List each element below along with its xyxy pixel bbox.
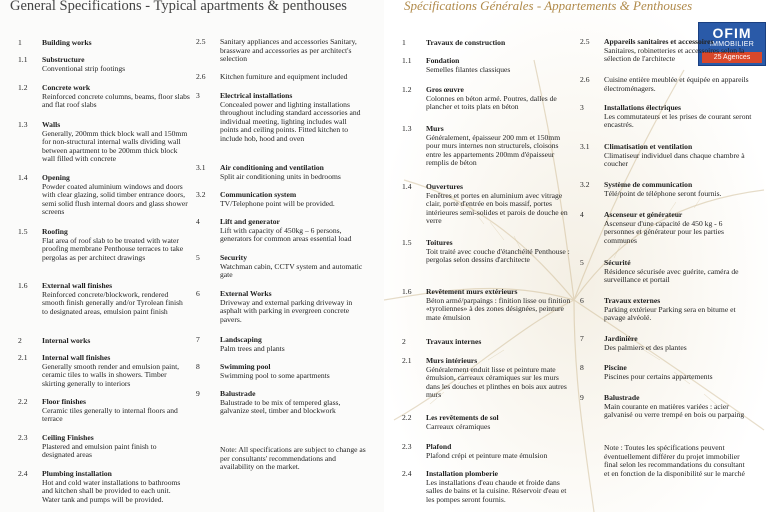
- spec-text: Sanitary appliances and accessories Sanitary, brassware and accessories as per architect's selection: [220, 37, 357, 64]
- spec-text: Balustrade to be mix of tempered glass, galvanize steel, timber and blockwork: [220, 397, 341, 416]
- spec-number: 2: [18, 336, 22, 345]
- spec-text: Ascenseur d'une capacité de 450 kg - 6 personnes et générateur pour les parties communes: [604, 218, 724, 245]
- spec-number: 2.4: [402, 469, 412, 478]
- spec-number: 1.2: [402, 85, 412, 94]
- spec-text: Driveway and external parking driveway in asphalt with parking in evergreen concrete pavers.: [220, 297, 353, 324]
- spec-number: 4: [196, 217, 200, 226]
- spec-number: 4: [580, 210, 584, 219]
- spec-text: Kitchen furniture and equipment included: [220, 72, 348, 81]
- spec-text: Généralement enduit lisse et peinture mate émulsion, carreaux céramiques sur les murs dans les douches et plinthes en bois aux autres murs: [426, 364, 567, 400]
- spec-number: 1.2: [18, 83, 28, 92]
- spec-number: 1.6: [402, 287, 412, 296]
- spec-number: 1.3: [402, 124, 412, 133]
- spec-title: Sécurité: [604, 258, 631, 267]
- spec-title: Piscine: [604, 363, 627, 372]
- spec-title: Landscaping: [220, 335, 262, 344]
- spec-title: Internal wall finishes: [42, 353, 111, 362]
- spec-number: 2.5: [196, 37, 206, 46]
- spec-text: Piscines pour certains appartements: [604, 371, 713, 381]
- spec-number: 2.6: [580, 75, 590, 84]
- spec-number: 3: [580, 103, 584, 112]
- spec-text: Semelles filantes classiques: [426, 64, 511, 74]
- spec-number: 2.6: [196, 72, 206, 81]
- spec-text: Plafond crépi et peinture mate émulsion: [426, 450, 548, 460]
- spec-text: Watchman cabin, CCTV system and automatic gate: [220, 261, 363, 280]
- logo-line1: OFIM: [712, 25, 752, 41]
- spec-title: Roofing: [42, 227, 68, 236]
- logo-line3: 25 Agences: [702, 52, 762, 63]
- spec-title: Travaux de construction: [426, 38, 506, 47]
- spec-text: Hot and cold water installations to bathrooms and kitchen shall be provided to each unit. Water tank and pumps will be provided.: [42, 477, 181, 504]
- spec-title: Les revêtements de sol: [426, 413, 499, 422]
- spec-title: Travaux internes: [426, 337, 482, 346]
- spec-title: Swimming pool: [220, 362, 271, 371]
- spec-text: Palm trees and plants: [220, 343, 285, 353]
- spec-text: Cuisine entière meublée et équipée en appareils électroménagers.: [604, 75, 749, 93]
- spec-number: 2.2: [18, 397, 28, 406]
- spec-number: 7: [580, 334, 584, 343]
- logo-line2: IMMOBILIER: [709, 41, 755, 48]
- spec-number: 5: [580, 258, 584, 267]
- spec-text: Reinforced concrete columns, beams, floor slabs and flat roof slabs: [42, 91, 190, 110]
- spec-text: Ceramic tiles generally to internal floors and terrace: [42, 405, 178, 424]
- spec-number: 1: [402, 38, 406, 47]
- spec-number: 2.1: [18, 353, 28, 362]
- spec-text: Concealed power and lighting installations throughout including standard accessories and individual meeting, lighting includes wall points and ceiling points. Fitted kitchen to include hob, hood and oven: [220, 99, 361, 143]
- spec-title: Jardinière: [604, 334, 638, 343]
- spec-title: Walls: [42, 120, 61, 129]
- spec-title: External wall finishes: [42, 281, 113, 290]
- spec-text: Generally, 200mm thick block wall and 150mm for non-structural internal walls dividing wall between apartment to be 200mm thick block wall filled with concrete: [42, 128, 188, 164]
- spec-text: Colonnes en béton armé. Poutres, dalles de plancher et toits plats en béton: [426, 93, 557, 112]
- spec-text: TV/Telephone point will be provided.: [220, 198, 335, 208]
- spec-number: 1.6: [18, 281, 28, 290]
- spec-text: Generally smooth render and emulsion paint, ceramic tiles to walls in showers. Timber skirting generally to interiors: [42, 361, 180, 388]
- spec-title: Plafond: [426, 442, 452, 451]
- spec-text: Main courante en matières variées : acier galvanisé ou verre trempé en bois ou parpaing: [604, 401, 745, 420]
- spec-title: Murs: [426, 124, 444, 133]
- spec-text: Résidence sécurisée avec guérite, caméra de surveillance et portail: [604, 266, 739, 285]
- spec-title: Balustrade: [604, 393, 640, 402]
- spec-number: 3.1: [580, 142, 590, 151]
- spec-title: Fondation: [426, 56, 460, 65]
- page-title-french: Spécifications Générales - Appartements & Penthouses: [404, 0, 693, 13]
- spec-number: 9: [580, 393, 584, 402]
- spec-text: Lift with capacity of 450kg – 6 persons, generators for common areas essential load: [220, 225, 352, 244]
- spec-number: 1.3: [18, 120, 28, 129]
- spec-number: 2.1: [402, 356, 412, 365]
- spec-text: Note: All specifications are subject to change as per consultants' recommendations and availability on the market.: [220, 445, 366, 472]
- spec-text: Carreaux céramiques: [426, 421, 491, 431]
- spec-title: Electrical installations: [220, 91, 293, 100]
- spec-number: 1.1: [402, 56, 412, 65]
- spec-title: Revêtement murs extérieurs: [426, 287, 518, 296]
- spec-text: Plastered and emulsion paint finish to designated areas: [42, 441, 157, 460]
- spec-number: 3.1: [196, 163, 206, 172]
- spec-title: Système de communication: [604, 180, 693, 189]
- spec-text: Des palmiers et des plantes: [604, 342, 687, 352]
- spec-title: Plumbing installation: [42, 469, 112, 478]
- spec-text: Powder coated aluminium windows and doors with clear glazing, solid timber entrance doors, semi solid flush internal doors and glass shower screens: [42, 181, 188, 217]
- spec-title: Balustrade: [220, 389, 256, 398]
- spec-number: 1.4: [18, 173, 28, 182]
- spec-text: Flat area of roof slab to be treated with water proofing membrane Penthouse terraces to take pergolas as per architect drawings: [42, 235, 184, 262]
- spec-title: Internal works: [42, 336, 91, 345]
- spec-number: 1: [18, 38, 22, 47]
- spec-title: Travaux externes: [604, 296, 661, 305]
- spec-text: Fenêtres et portes en aluminium avec vitrage clair, porte d'entrée en bois massif, portes intérieures semi-solides et parois de douche en verre: [426, 190, 568, 226]
- spec-title: Opening: [42, 173, 70, 182]
- spec-number: 2: [402, 337, 406, 346]
- spec-title: Concrete work: [42, 83, 91, 92]
- spec-number: 1.5: [402, 238, 412, 247]
- spec-text: Béton armé/parpaings : finition lisse ou finition «tyroliennes» à des zones désignées, peinture mate émulsion: [426, 295, 571, 322]
- spec-title: Ascenseur et générateur: [604, 210, 683, 219]
- spec-number: 2.3: [18, 433, 28, 442]
- spec-text: Reinforced concrete/blockwork, rendered smooth finish generally and/or Tyrolean finish to designated areas, emulsion paint finish: [42, 289, 183, 316]
- spec-text: Toit traité avec couche d'étanchéité Penthouse : pergolas selon dessins d'architecte: [426, 246, 570, 265]
- spec-title: Security: [220, 253, 247, 262]
- spec-text: Split air conditioning units in bedrooms: [220, 171, 341, 181]
- page-title-english: General Specifications - Typical apartments & penthouses: [10, 0, 347, 14]
- spec-number: 5: [196, 253, 200, 262]
- spec-number: 2.5: [580, 37, 590, 46]
- spec-text: Télé/point de téléphone seront fournis.: [604, 188, 722, 198]
- spec-number: 1.4: [402, 182, 412, 191]
- spec-title: Gros œuvre: [426, 85, 464, 94]
- spec-text: Parking extérieur Parking sera en bitume et pavage alvéolé.: [604, 304, 736, 323]
- spec-number: 2.2: [402, 413, 412, 422]
- spec-number: 9: [196, 389, 200, 398]
- spec-text: Les installations d'eau chaude et froide dans salles de bains et la cuisine. Réservoir d'eau et les pompes seront fournis.: [426, 477, 567, 504]
- spec-text: Swimming pool to some apartments: [220, 370, 330, 380]
- spec-text: Note : Toutes les spécifications peuvent éventuellement différer du projet immobilier final selon les recommandations du consultant et en fonction de la disponibilité sur le marché: [604, 443, 745, 478]
- spec-number: 3.2: [580, 180, 590, 189]
- spec-number: 8: [580, 363, 584, 372]
- spec-number: 3: [196, 91, 200, 100]
- spec-title: Ouvertures: [426, 182, 463, 191]
- spec-title: Substructure: [42, 55, 85, 64]
- spec-title: Toitures: [426, 238, 453, 247]
- spec-text: Les commutateurs et les prises de courant seront encastrés.: [604, 111, 752, 130]
- spec-title: Appareils sanitaires et accessoires: [604, 37, 714, 46]
- spec-title: Murs intérieurs: [426, 356, 478, 365]
- spec-title: Installation plomberie: [426, 469, 498, 478]
- spec-number: 6: [580, 296, 584, 305]
- spec-number: 8: [196, 362, 200, 371]
- spec-number: 2.3: [402, 442, 412, 451]
- spec-number: 1.1: [18, 55, 28, 64]
- spec-title: Building works: [42, 38, 92, 47]
- spec-number: 3.2: [196, 190, 206, 199]
- spec-number: 1.5: [18, 227, 28, 236]
- spec-title: Installations électriques: [604, 103, 681, 112]
- spec-text: Climatiseur individuel dans chaque chambre à coucher: [604, 150, 745, 169]
- spec-title: Ceiling Finishes: [42, 433, 94, 442]
- spec-text: Conventional strip footings: [42, 63, 126, 73]
- spec-text: Sanitaires, robinetteries et accessoires selon la sélection de l'architecte: [604, 45, 745, 64]
- spec-title: Air conditioning and ventilation: [220, 163, 324, 172]
- spec-title: Climatisation et ventilation: [604, 142, 693, 151]
- spec-number: 7: [196, 335, 200, 344]
- spec-number: 2.4: [18, 469, 28, 478]
- spec-title: External Works: [220, 289, 272, 298]
- spec-number: 6: [196, 289, 200, 298]
- spec-title: Floor finishes: [42, 397, 86, 406]
- spec-text: Généralement, épaisseur 200 mm et 150mm pour murs internes non structurels, cloisons entre les appartements 200mm d'épaisseur remplis de béton: [426, 132, 561, 168]
- spec-title: Communication system: [220, 190, 297, 199]
- spec-title: Lift and generator: [220, 217, 280, 226]
